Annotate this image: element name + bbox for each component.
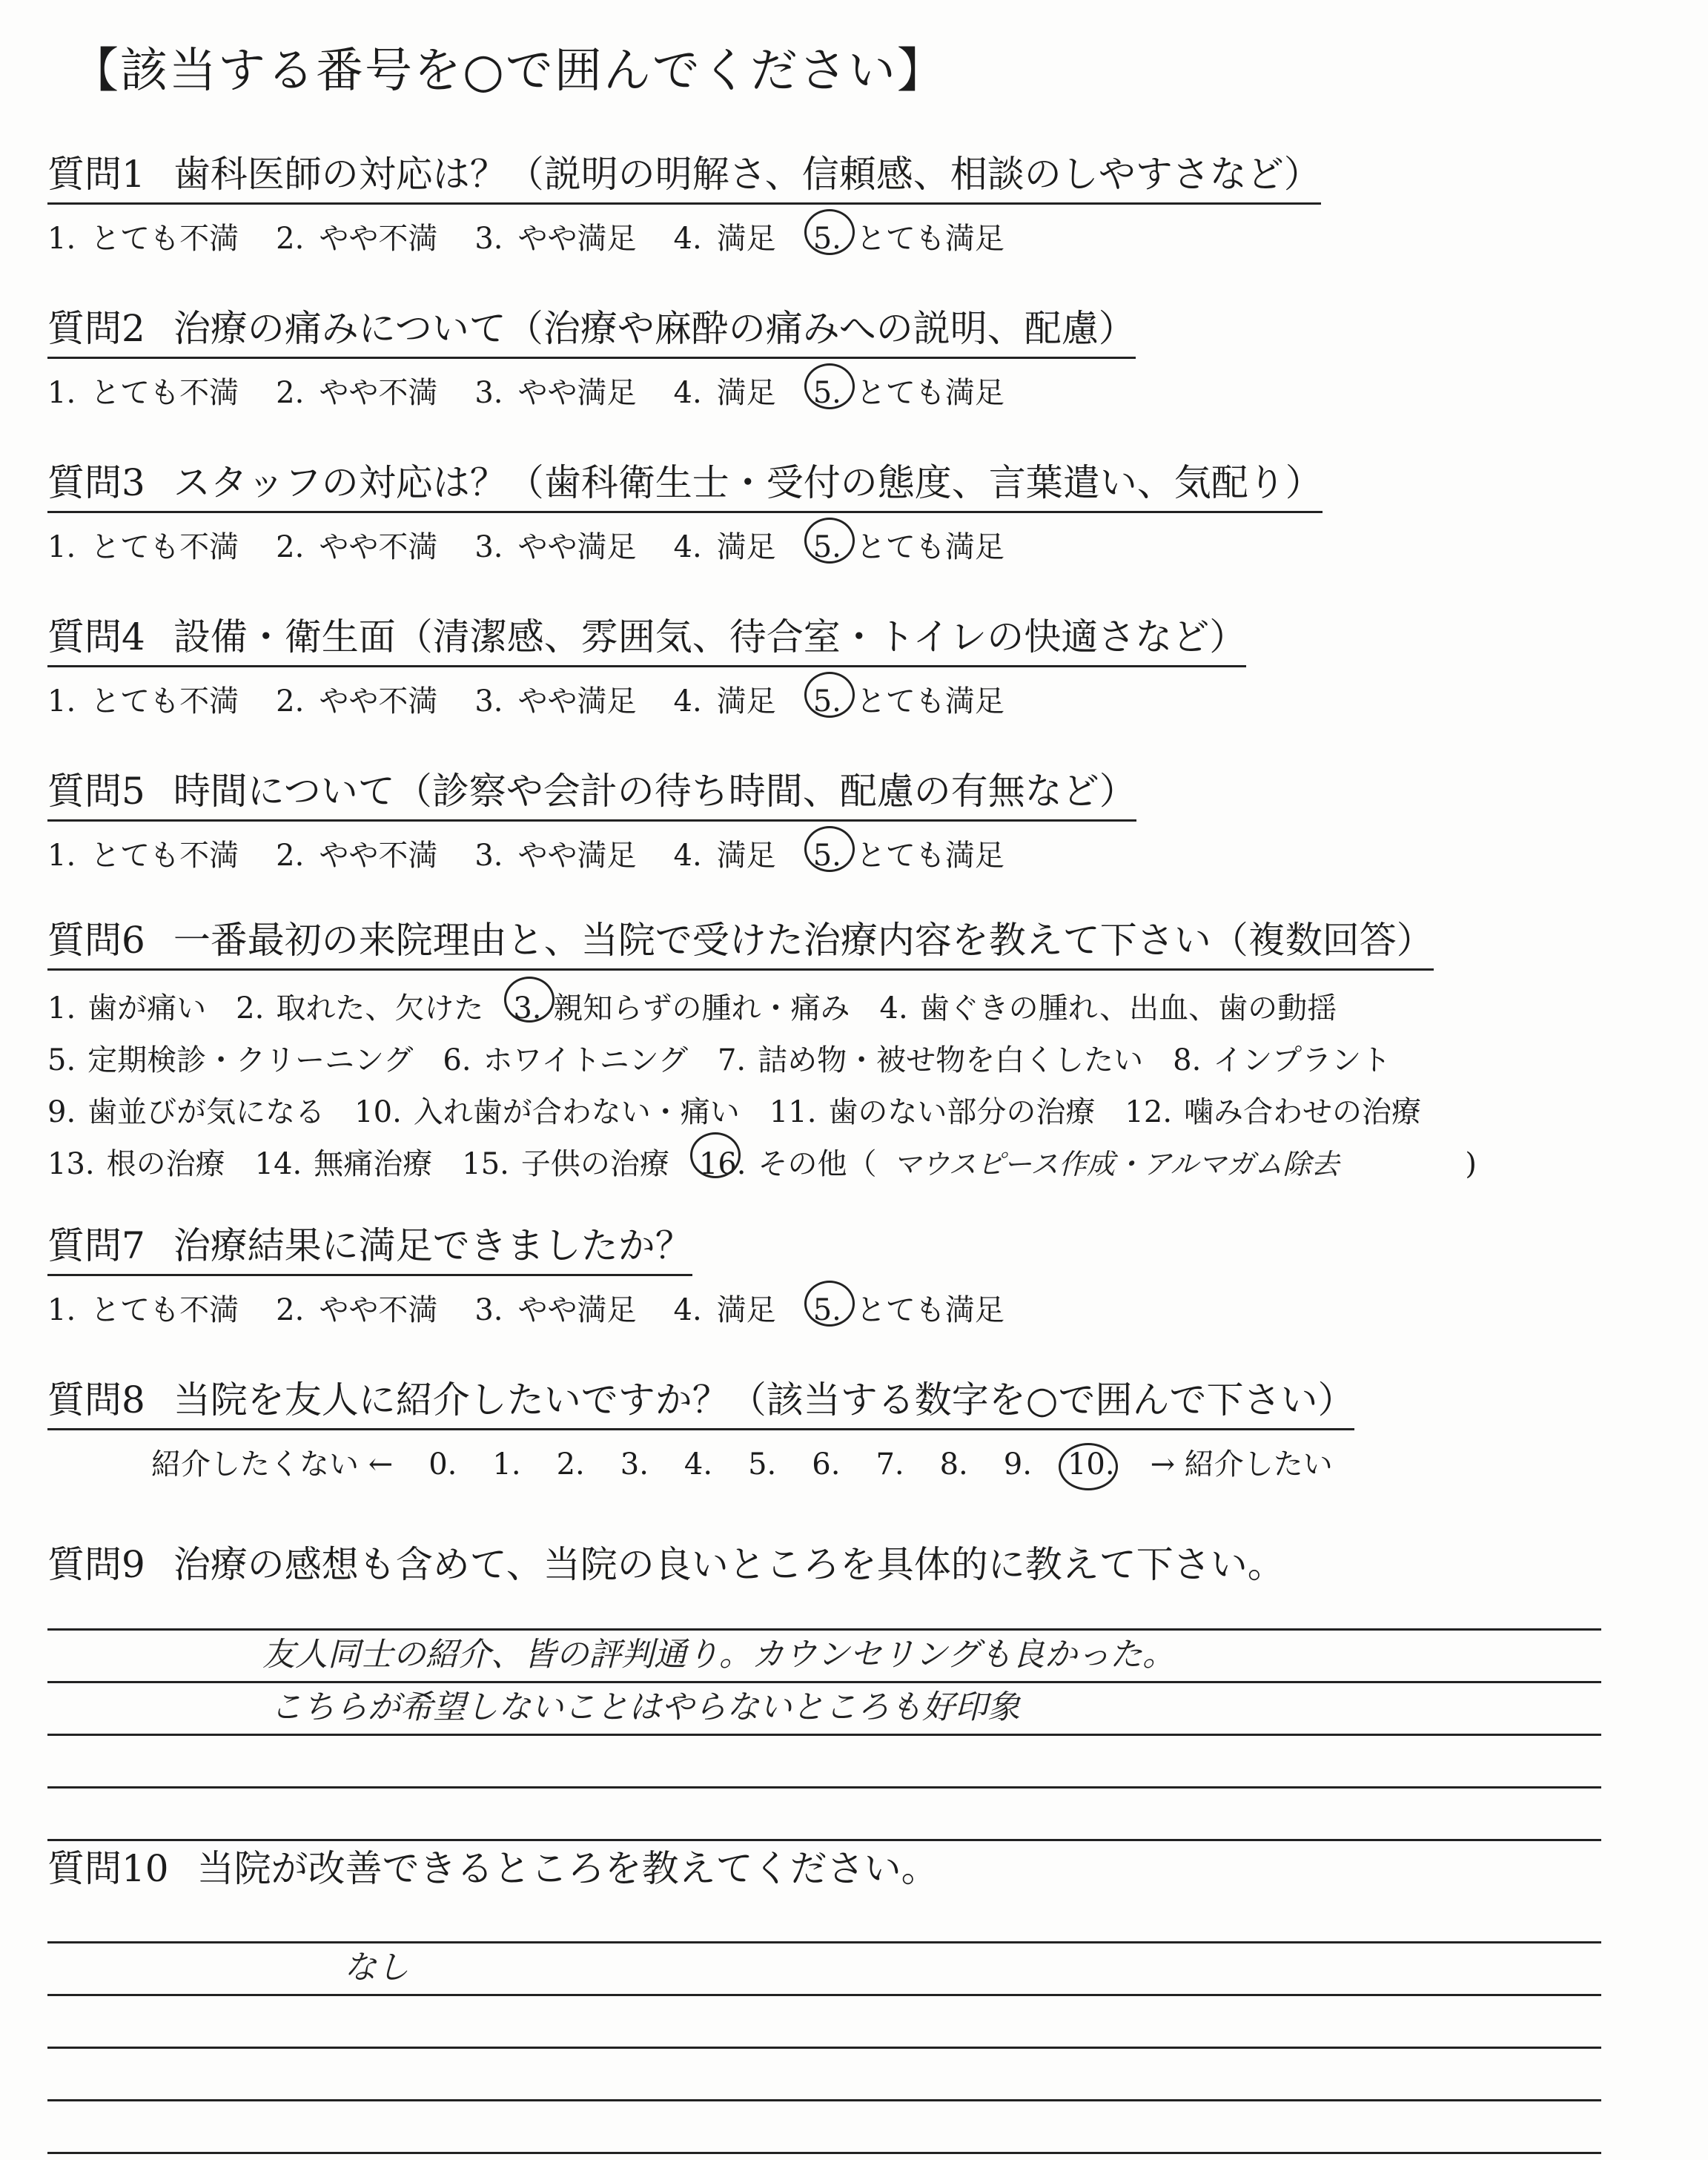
- rating-option[interactable]: [474, 524, 636, 566]
- rating-option[interactable]: [276, 215, 437, 257]
- option-label: 満足: [716, 530, 776, 564]
- question-2: [47, 299, 1136, 412]
- question-text: 治療結果に満足できましたか？: [173, 1224, 692, 1267]
- scale-value[interactable]: 2.: [556, 1447, 585, 1482]
- option-number: 2.: [276, 1293, 305, 1327]
- question-number: 質問2: [47, 307, 145, 350]
- question-5: [47, 762, 1136, 874]
- question-number: 質問5: [47, 770, 145, 813]
- rating-option[interactable]: [276, 369, 437, 412]
- option-label: 噛み合わせの治療: [1184, 1095, 1422, 1129]
- rating-option[interactable]: [276, 678, 437, 720]
- question-title: [47, 1839, 939, 1897]
- treatment-option[interactable]: [1125, 1086, 1421, 1138]
- rating-option[interactable]: [47, 1287, 239, 1329]
- option-number: 4.: [673, 684, 702, 719]
- option-number: 3.: [474, 530, 503, 564]
- option-label: やや不満: [319, 684, 438, 719]
- option-label: やや不満: [319, 839, 438, 873]
- question-text: 歯科医師の対応は？（説明の明解さ、信頼感、相談のしやすさなど）: [173, 153, 1321, 196]
- option-label: とても満足: [855, 530, 1004, 564]
- question-text: 当院を友人に紹介したいですか？（該当する数字を○で囲んで下さい）: [173, 1378, 1355, 1421]
- option-label: とても不満: [90, 839, 239, 873]
- question-title: [47, 145, 1321, 205]
- rating-option[interactable]: [674, 369, 776, 412]
- option-number: 5.: [812, 1293, 841, 1327]
- question-title: [47, 911, 1434, 971]
- option-number: 5.: [812, 530, 841, 564]
- option-number: 1.: [47, 1293, 76, 1327]
- scale-value[interactable]: 5.: [748, 1447, 777, 1482]
- rating-option[interactable]: [474, 1287, 636, 1329]
- other-close-paren: ): [1465, 1147, 1477, 1181]
- option-number: 16.: [698, 1147, 747, 1181]
- option-number: 5.: [812, 684, 841, 719]
- question-4: [47, 607, 1246, 720]
- option-number: 8.: [1173, 1043, 1202, 1077]
- option-number: 1.: [47, 530, 76, 564]
- option-number: 1.: [47, 839, 76, 873]
- rating-option[interactable]: [674, 678, 776, 720]
- question-number: 質問6: [47, 919, 145, 962]
- option-number: 7.: [717, 1043, 747, 1077]
- question-number: 質問3: [47, 461, 145, 504]
- option-number: 15.: [462, 1147, 509, 1181]
- option-number: 5.: [812, 222, 841, 256]
- question-text: スタッフの対応は？（歯科衛生士・受付の態度、言葉遣い、気配り）: [173, 461, 1323, 504]
- question-number: 質問7: [47, 1224, 145, 1267]
- option-label: 満足: [716, 376, 776, 410]
- option-label: とても満足: [855, 222, 1004, 256]
- question-number: 質問4: [47, 615, 145, 658]
- rating-option[interactable]: [47, 832, 239, 874]
- question-text: 設備・衛生面（清潔感、雰囲気、待合室・トイレの快適さなど）: [173, 615, 1247, 658]
- option-number: 1.: [47, 684, 76, 719]
- rating-option[interactable]: [674, 832, 776, 874]
- option-label: やや不満: [319, 222, 438, 256]
- question-3: [47, 453, 1323, 566]
- option-label: とても満足: [855, 684, 1004, 719]
- scale-value[interactable]: 3.: [620, 1447, 649, 1482]
- option-label: やや不満: [319, 376, 438, 410]
- question-text: 時間について（診察や会計の待ち時間、配慮の有無など）: [173, 770, 1136, 813]
- scale-value[interactable]: 7.: [875, 1447, 904, 1482]
- question-1: [47, 145, 1321, 257]
- option-label: 定期検診・クリーニング: [87, 1043, 414, 1077]
- option-number: 2.: [276, 684, 305, 719]
- option-number: 5.: [47, 1043, 76, 1077]
- option-label: 歯ぐきの腫れ、出血、歯の動揺: [919, 991, 1337, 1025]
- treatment-option[interactable]: [769, 1086, 1096, 1138]
- option-number: 3.: [474, 376, 503, 410]
- answer-line[interactable]: [47, 2049, 1601, 2101]
- option-label: 満足: [716, 839, 776, 873]
- option-label: その他（: [758, 1147, 877, 1181]
- option-label: とても不満: [90, 376, 239, 410]
- option-number: 5.: [812, 839, 841, 873]
- rating-option[interactable]: [674, 215, 776, 257]
- option-label: 歯並びが気になる: [87, 1095, 325, 1129]
- option-label: 取れた、欠けた: [276, 991, 484, 1025]
- rating-option[interactable]: [474, 215, 636, 257]
- option-number: 13.: [47, 1147, 95, 1181]
- rating-option[interactable]: [47, 215, 239, 257]
- answer-line[interactable]: [47, 1943, 1601, 1996]
- rating-options: [47, 832, 1136, 874]
- option-label: とても満足: [855, 376, 1004, 410]
- option-label: とても不満: [90, 1293, 239, 1327]
- question-text: 治療の痛みについて（治療や麻酔の痛みへの説明、配慮）: [173, 307, 1136, 350]
- treatment-option[interactable]: [236, 982, 483, 1034]
- treatment-option[interactable]: [718, 1034, 1143, 1086]
- question-number: 質問8: [47, 1378, 145, 1421]
- answer-line[interactable]: [47, 1683, 1601, 1736]
- option-label: やや満足: [517, 684, 637, 719]
- answer-line[interactable]: [47, 1736, 1601, 1789]
- option-number: 2.: [276, 222, 305, 256]
- treatment-option[interactable]: [880, 982, 1337, 1034]
- treatment-option[interactable]: [47, 1034, 413, 1086]
- option-number: 4.: [673, 839, 702, 873]
- treatment-option[interactable]: [443, 1034, 688, 1086]
- option-label: 歯が痛い: [87, 991, 207, 1025]
- scale-value[interactable]: 10.: [1067, 1447, 1115, 1482]
- option-number: 4.: [879, 991, 908, 1025]
- rating-options: [47, 524, 1323, 566]
- treatment-option-row: [47, 1086, 1506, 1138]
- option-number: 3.: [474, 839, 503, 873]
- rating-options: [47, 1287, 1042, 1329]
- option-label: やや不満: [319, 530, 438, 564]
- rating-options: [47, 215, 1321, 257]
- scale-value[interactable]: 0.: [428, 1447, 457, 1482]
- rating-option[interactable]: [276, 524, 437, 566]
- option-label: 親知らずの腫れ・痛み: [553, 991, 850, 1025]
- treatment-option[interactable]: [47, 1086, 325, 1138]
- handwritten-answer: 友人同士の紹介、皆の評判通り。カウンセリングも良かった。: [262, 1636, 1176, 1674]
- treatment-option[interactable]: [255, 1138, 433, 1190]
- question-title: [47, 299, 1136, 359]
- option-number: 3.: [474, 1293, 503, 1327]
- rating-option[interactable]: [474, 678, 636, 720]
- question-8: [47, 1370, 1368, 1483]
- answer-line[interactable]: [47, 1891, 1601, 1943]
- option-number: 4.: [673, 376, 702, 410]
- form-instruction-header: 【該当する番号を○で囲んでください】: [71, 44, 946, 99]
- option-number: 6.: [443, 1043, 471, 1077]
- option-label: やや不満: [319, 1293, 438, 1327]
- answer-line[interactable]: [47, 2101, 1601, 2154]
- option-number: 10.: [354, 1095, 402, 1129]
- rating-option[interactable]: [47, 678, 239, 720]
- option-number: 9.: [47, 1095, 76, 1129]
- other-handwritten-answer: マウスピース作成・アルマガム除去: [893, 1148, 1340, 1180]
- answer-line[interactable]: [47, 1631, 1601, 1683]
- rating-option[interactable]: [474, 369, 636, 412]
- option-label: 無痛治療: [314, 1147, 433, 1181]
- option-number: 1.: [47, 222, 76, 256]
- treatment-option[interactable]: [513, 982, 850, 1034]
- rating-option[interactable]: [674, 524, 776, 566]
- question-title: [47, 453, 1323, 513]
- question-number: 質問10: [47, 1847, 169, 1890]
- scale-value[interactable]: 6.: [812, 1447, 841, 1482]
- rating-option[interactable]: [276, 832, 437, 874]
- rating-option[interactable]: [674, 1287, 776, 1329]
- rating-option[interactable]: [47, 524, 239, 566]
- rating-options: [47, 678, 1246, 720]
- option-number: 3.: [474, 222, 503, 256]
- option-label: とても不満: [90, 684, 239, 719]
- option-number: 2.: [276, 839, 305, 873]
- option-label: とても不満: [90, 530, 239, 564]
- rating-option[interactable]: [276, 1287, 437, 1329]
- treatment-option[interactable]: [47, 982, 206, 1034]
- option-label: 歯のない部分の治療: [828, 1095, 1096, 1129]
- option-label: インプラント: [1213, 1043, 1391, 1077]
- option-number: 3.: [474, 684, 503, 719]
- option-label: とても不満: [90, 222, 239, 256]
- handwritten-answer: なし: [344, 1949, 409, 1986]
- scale-value[interactable]: 8.: [939, 1447, 968, 1482]
- question-title: [47, 1216, 692, 1276]
- question-title: [47, 762, 1136, 822]
- rating-option[interactable]: [813, 524, 1004, 566]
- option-label: 根の治療: [106, 1147, 225, 1181]
- treatment-option[interactable]: [354, 1086, 740, 1138]
- option-number: 12.: [1125, 1095, 1173, 1129]
- treatment-option-row: [47, 1034, 1506, 1086]
- treatment-option[interactable]: [1173, 1034, 1391, 1086]
- handwritten-answer: こちらが希望しないことはやらないところも好印象: [270, 1688, 1020, 1726]
- option-label: やや満足: [517, 530, 637, 564]
- option-number: 1.: [47, 991, 76, 1025]
- option-number: 4.: [673, 530, 702, 564]
- option-number: 2.: [276, 530, 305, 564]
- question-number: 質問9: [47, 1543, 145, 1586]
- option-label: 満足: [716, 1293, 776, 1327]
- treatment-options: [47, 982, 1506, 1190]
- referral-scale: [151, 1441, 1368, 1483]
- option-label: ホワイトニング: [483, 1043, 688, 1077]
- question-9-answer-lines: [47, 1578, 1601, 1841]
- option-label: やや満足: [517, 376, 637, 410]
- rating-option[interactable]: [813, 215, 1004, 257]
- answer-line[interactable]: [47, 1578, 1601, 1631]
- treatment-option[interactable]: [47, 1138, 225, 1190]
- question-text: 当院が改善できるところを教えてください。: [196, 1847, 939, 1890]
- scale-value[interactable]: 1.: [492, 1447, 521, 1482]
- option-number: 1.: [47, 376, 76, 410]
- question-10-answer-lines: [47, 1891, 1601, 2154]
- answer-line[interactable]: [47, 1996, 1601, 2049]
- option-number: 5.: [812, 376, 841, 410]
- scale-value[interactable]: 9.: [1003, 1447, 1032, 1482]
- option-label: とても満足: [855, 839, 1004, 873]
- scale-value[interactable]: 4.: [683, 1447, 713, 1482]
- rating-option[interactable]: [813, 678, 1004, 720]
- option-number: 2.: [236, 991, 265, 1025]
- option-label: やや満足: [517, 222, 637, 256]
- option-label: 入れ歯が合わない・痛い: [413, 1095, 740, 1129]
- rating-option[interactable]: [47, 369, 239, 412]
- option-label: やや満足: [517, 839, 637, 873]
- answer-line[interactable]: [47, 1789, 1601, 1841]
- option-label: 満足: [716, 684, 776, 719]
- rating-option[interactable]: [813, 369, 1004, 412]
- option-number: 14.: [254, 1147, 302, 1181]
- question-number: 質問1: [47, 153, 145, 196]
- question-title: [47, 607, 1246, 667]
- question-10: [47, 1839, 939, 1897]
- treatment-option[interactable]: [699, 1138, 1477, 1190]
- question-7: [47, 1216, 1042, 1329]
- treatment-option-row: [47, 1138, 1506, 1190]
- treatment-option-row: [47, 982, 1506, 1034]
- scale-right-label: → 紹介したい: [1150, 1447, 1333, 1482]
- option-number: 4.: [673, 1293, 702, 1327]
- treatment-option[interactable]: [462, 1138, 669, 1190]
- option-number: 11.: [769, 1095, 817, 1129]
- option-label: やや満足: [517, 1293, 637, 1327]
- rating-options: [47, 369, 1136, 412]
- option-label: 子供の治療: [520, 1147, 669, 1181]
- option-label: 詰め物・被せ物を白くしたい: [758, 1043, 1144, 1077]
- option-label: 満足: [716, 222, 776, 256]
- rating-option[interactable]: [474, 832, 636, 874]
- rating-option[interactable]: [813, 1287, 1004, 1329]
- question-6: [47, 911, 1506, 1190]
- option-number: 4.: [673, 222, 702, 256]
- option-label: とても満足: [855, 1293, 1004, 1327]
- option-number: 2.: [276, 376, 305, 410]
- question-title: [47, 1370, 1354, 1430]
- option-number: 3.: [513, 991, 542, 1025]
- rating-option[interactable]: [813, 832, 1004, 874]
- question-text: 治療の感想も含めて、当院の良いところを具体的に教えて下さい。: [173, 1543, 1285, 1586]
- scale-left-label: 紹介したくない ←: [151, 1447, 394, 1482]
- question-text: 一番最初の来院理由と、当院で受けた治療内容を教えて下さい（複数回答）: [173, 919, 1434, 962]
